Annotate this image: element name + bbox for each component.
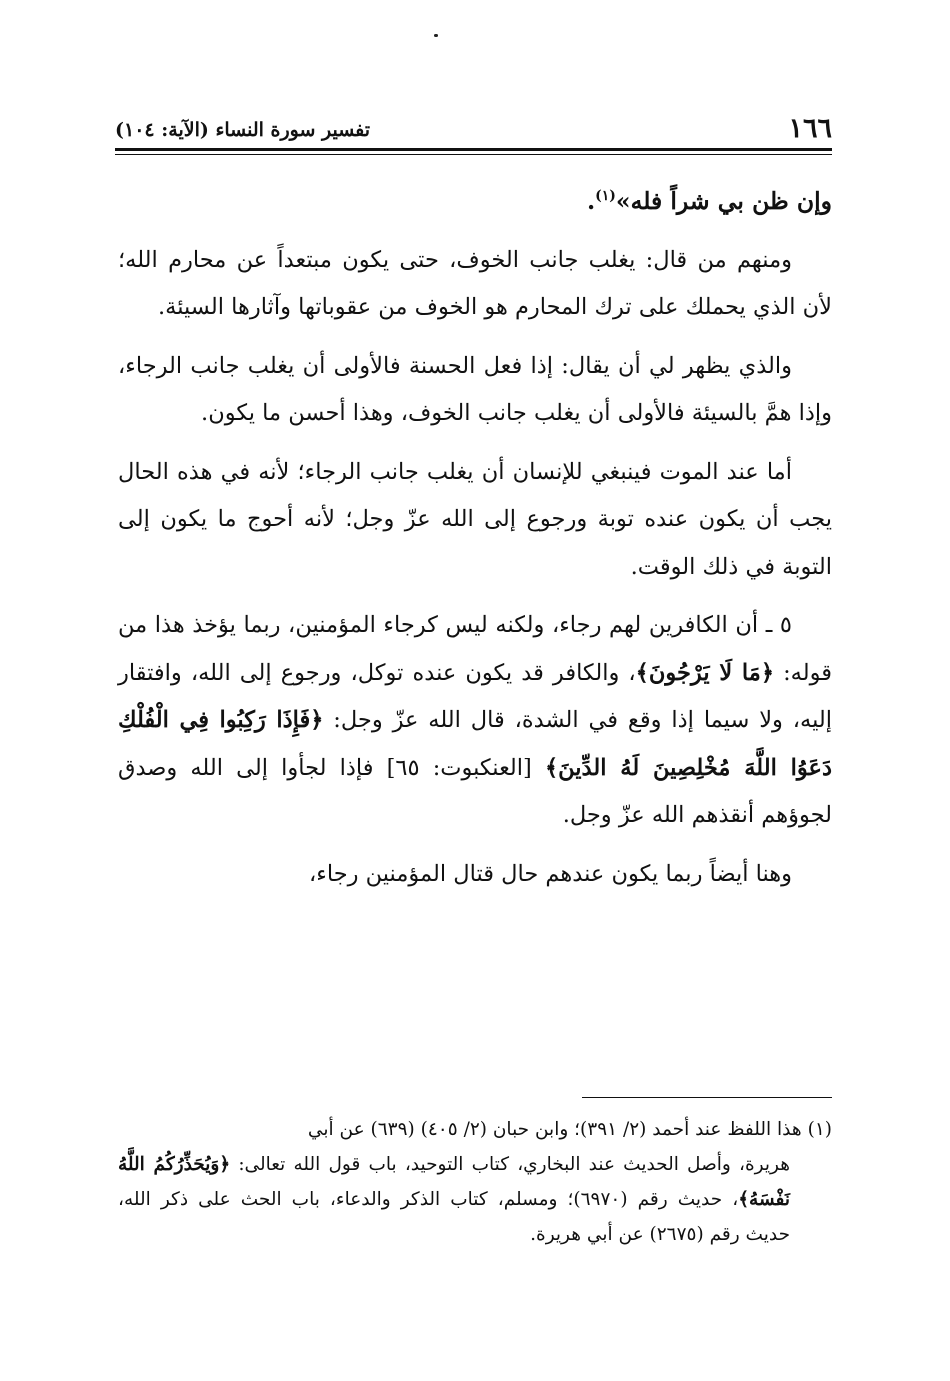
footnote-part-a: هريرة، وأصل الحديث عند البخاري، كتاب التوحيد، باب قول الله تعالى: (230, 1154, 790, 1175)
footnote-line-1: هذا اللفظ عند أحمد (٢/ ٣٩١)؛ وابن حبان (٢/ ٤٠٥) (٦٣٩) عن أبي (307, 1119, 802, 1140)
running-title: تفسير سورة النساء (الآية: ١٠٤) (115, 119, 371, 141)
page-number: ١٦٦ (788, 113, 832, 144)
footnote-reference: (١) (595, 188, 616, 205)
paragraph-5-part-c: [العنكبوت: ٦٥] فإذا لجأوا إلى الله وصدق لجوؤهم أنقذهم الله عزّ وجل. (118, 754, 832, 828)
footnotes (118, 1112, 832, 1252)
footnote-part-b: ، حديث رقم (٦٩٧٠)؛ ومسلم، كتاب الذكر والدعاء، باب الحث على ذكر الله، حديث رقم (٢٦٧٥) عن أبي هريرة. (118, 1189, 790, 1245)
footnote-1-first-line (118, 1112, 832, 1147)
footnote-separator (582, 1097, 832, 1098)
header-rule-thin (115, 154, 832, 155)
paragraph-1-text: وإن ظن بي شراً فله» (615, 187, 832, 215)
header-rule-thick (115, 148, 832, 151)
footnote-number: (١) (807, 1119, 832, 1140)
paragraph-5 (118, 602, 832, 840)
paragraph-3: والذي يظهر لي أن يقال: إذا فعل الحسنة فالأولى أن يغلب جانب الرجاء، وإذا همَّ بالسيئة فالأولى أن يغلب جانب الخوف، وهذا أحسن ما يكون. (118, 352, 832, 426)
print-speck (434, 34, 438, 37)
quran-quote-2: ﴿فَإِذَا رَكِبُوا فِي الْفُلْكِ دَعَوُا اللَّهَ مُخْلِصِينَ لَهُ الدِّينَ﴾ (118, 707, 832, 781)
paragraph-6: وهنا أيضاً ربما يكون عندهم حال قتال المؤمنين رجاء، (309, 860, 792, 887)
paragraph-2: ومنهم من قال: يغلب جانب الخوف، حتى يكون مبتعداً عن محارم الله؛ لأن الذي يحملك على ترك المحارم هو الخوف من عقوباتها وآثارها السيئة. (118, 246, 832, 320)
footnote-quran-quote: ﴿وَيُحَذِّرُكُمُ اللَّهُ نَفْسَهُ﴾ (118, 1154, 790, 1210)
paragraph-1 (118, 178, 832, 226)
page-header (115, 110, 832, 150)
main-text (118, 178, 832, 909)
footnote-1-continuation (118, 1147, 832, 1252)
quran-quote-1: ﴿مَا لَا يَرْجُونَ﴾ (635, 659, 775, 686)
paragraph-4: أما عند الموت فينبغي للإنسان أن يغلب جانب الرجاء؛ لأنه في هذه الحال يجب أن يكون عنده توبة ورجوع إلى الله عزّ وجل؛ لأنه أحوج ما يكون إلى التوبة في ذلك الوقت. (118, 458, 832, 580)
paragraph-5-part-b: ، والكافر قد يكون عنده توكل، ورجوع إلى الله، وافتقار إليه، ولا سيما إذا وقع في الشدة، قال الله عزّ وجل: (118, 659, 832, 733)
paragraph-1-end: . (586, 187, 596, 215)
paragraph-5-part-a: ٥ ـ أن الكافرين لهم رجاء، ولكنه ليس كرجاء المؤمنين، ربما يؤخذ هذا من قوله: (118, 612, 832, 686)
